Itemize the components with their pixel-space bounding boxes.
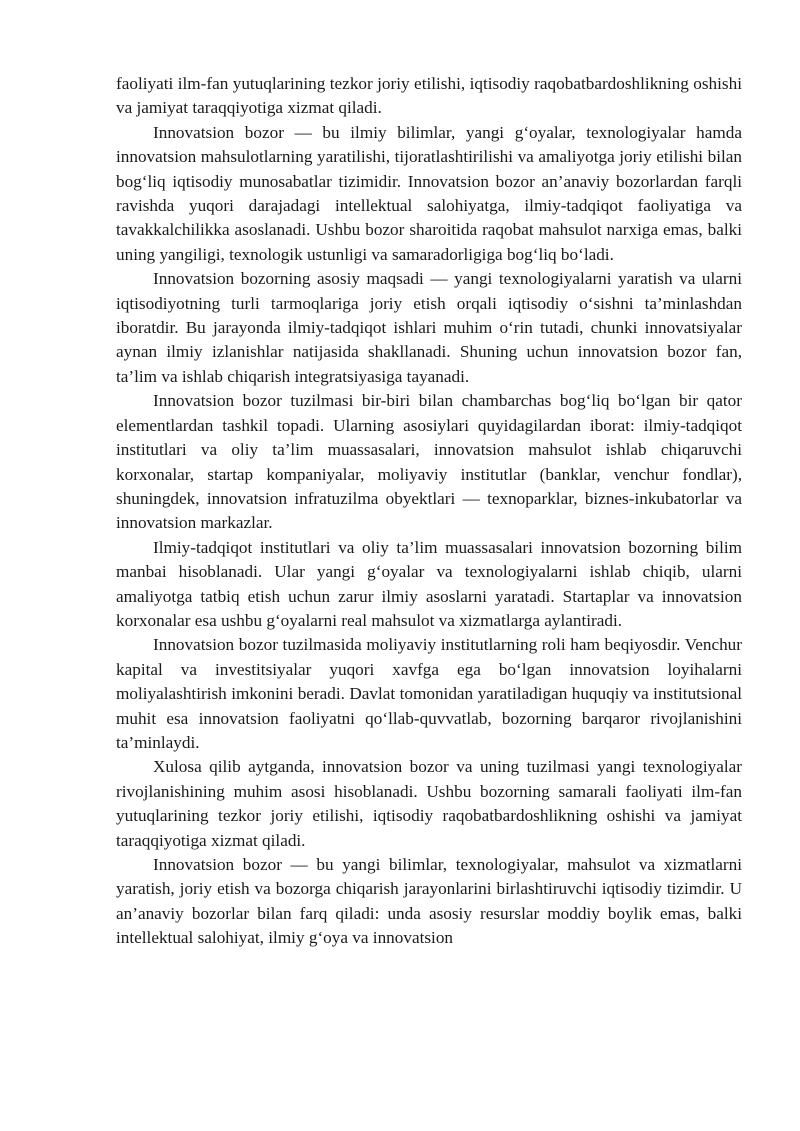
paragraph-5: Ilmiy-tadqiqot institutlari va oliy ta’lim muassasalari innovatsion bozorning bilim manbai hisoblanadi. Ular yangi g‘oyalar va texnologiyalarni ishlab chiqib, ularni amaliyotga tatbiq etish uchun zarur ilmiy asoslarni yaratadi. Startaplar va innovatsion korxonalar esa ushbu g‘oyalarni real mahsulot va xizmatlarga aylantiradi. [116,537,742,630]
document-page [116,72,742,951]
paragraph-3: Innovatsion bozorning asosiy maqsadi — yangi texnologiyalarni yaratish va ularni iqtisodiyotning turli tarmoqlariga joriy etish orqali iqtisodiy o‘sishni ta’minlashdan iboratdir. Bu jarayonda ilmiy-tadqiqot ishlari muhim o‘rin tutadi, chunki innovatsiyalar aynan ilmiy izlanishlar natijasida shakllanadi. Shuning uchun innovatsion bozor fan, ta’lim va ishlab chiqarish integratsiyasiga tayanadi. [116,269,742,386]
paragraph-1: faoliyati ilm-fan yutuqlarining tezkor joriy etilishi, iqtisodiy raqobatbardoshlikning oshishi va jamiyat taraqqiyotiga xizmat qiladi. [116,74,742,118]
paragraph-8: Innovatsion bozor — bu yangi bilimlar, texnologiyalar, mahsulot va xizmatlarni yaratish, joriy etish va bozorga chiqarish jarayonlarini birlashtiruvchi iqtisodiy tizimdir. U an’anaviy bozorlar bilan farq qiladi: unda asosiy resurslar moddiy boylik emas, balki intellektual salohiyat, ilmiy g‘oya va innovatsion [116,855,742,948]
paragraph-2: Innovatsion bozor — bu ilmiy bilimlar, yangi g‘oyalar, texnologiyalar hamda innovatsion mahsulotlarning yaratilishi, tijoratlashtirilishi va amaliyotga joriy etilishi bilan bog‘liq iqtisodiy munosabatlar tizimidir. Innovatsion bozor an’anaviy bozorlardan farqli ravishda yuqori darajadagi intellektual salohiyatga, ilmiy-tadqiqot faoliyatiga va tavakkalchilikka asoslanadi. Ushbu bozor sharoitida raqobat mahsulot narxiga emas, balki uning yangiligi, texnologik ustunligi va samaradorligiga bog‘liq bo‘ladi. [116,122,742,264]
paragraph-6: Innovatsion bozor tuzilmasida moliyaviy institutlarning roli ham beqiyosdir. Venchur kapital va investitsiyalar yuqori xavfga ega bo‘lgan innovatsion loyihalarni moliyalashtirish imkonini beradi. Davlat tomonidan yaratiladigan huquqiy va institutsional muhit esa innovatsion faoliyatni qo‘llab-quvvatlab, bozorning barqaror rivojlanishini ta’minlaydi. [116,635,742,752]
paragraph-7: Xulosa qilib aytganda, innovatsion bozor va uning tuzilmasi yangi texnologiyalar rivojlanishining muhim asosi hisoblanadi. Ushbu bozorning samarali faoliyati ilm-fan yutuqlarining tezkor joriy etilishi, iqtisodiy raqobatbardoshlikning oshishi va jamiyat taraqqiyotiga xizmat qiladi. [116,757,742,850]
paragraph-4: Innovatsion bozor tuzilmasi bir-biri bilan chambarchas bog‘liq bo‘lgan bir qator elementlardan tashkil topadi. Ularning asosiylari quyidagilardan iborat: ilmiy-tadqiqot institutlari va oliy ta’lim muassasalari, innovatsion mahsulot ishlab chiqaruvchi korxonalar, startap kompaniyalar, moliyaviy institutlar (banklar, venchur fondlar), shuningdek, innovatsion infratuzilma obyektlari — texnoparklar, biznes-inkubatorlar va innovatsion markazlar. [116,391,742,533]
